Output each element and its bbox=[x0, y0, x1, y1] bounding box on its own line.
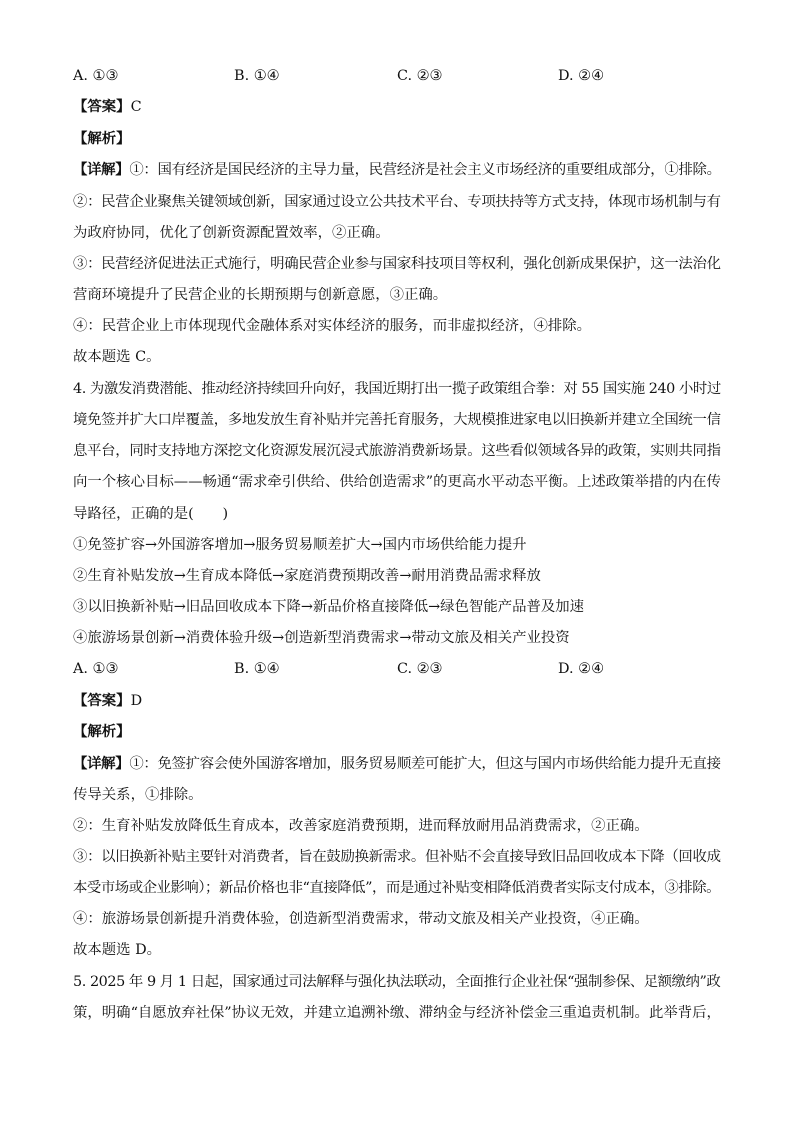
q4-option-a: A. ①③ bbox=[73, 661, 119, 677]
q4-conclusion: 故本题选 D。 bbox=[73, 942, 162, 958]
q3-detail-line: ②：民营企业聚焦关键领域创新，国家通过设立公共技术平台、专项扶持等方式支持，体现市场机制与有 bbox=[73, 194, 721, 210]
q4-stem-line: 向一个核心目标——畅通“需求牵引供给、供给创造需求”的更高水平动态平衡。上述政策举措的内在传 bbox=[73, 474, 721, 490]
q5-stem-line: 策，明确“自愿放弃社保”协议无效，并建立追溯补缴、滞纳金与经济补偿金三重追责机制。此举背后， bbox=[73, 1005, 721, 1021]
q4-item-3: ③以旧换新补贴→旧品回收成本下降→新品价格直接降低→绿色智能产品普及加速 bbox=[73, 599, 585, 615]
q3-analysis-heading: 【解析】 bbox=[73, 130, 131, 147]
q4-answer-value: D bbox=[130, 693, 143, 709]
q3-detail-line: 为政府协同，优化了创新资源配置效率，②正确。 bbox=[73, 225, 390, 241]
q3-option-d: D. ②④ bbox=[558, 68, 604, 84]
q3-answer-tag: 【答案】 bbox=[73, 98, 131, 115]
q3-detail-line: 【详解】①：国有经济是国民经济的主导力量，民营经济是社会主义市场经济的重要组成部分，①排除。 bbox=[73, 161, 721, 178]
q4-detail-line: 本受市场或企业影响）；新品价格也非“直接降低”，而是通过补贴变相降低消费者实际支付成本，③排除。 bbox=[73, 880, 721, 896]
q4-analysis-heading: 【解析】 bbox=[73, 723, 131, 740]
q3-options bbox=[73, 67, 723, 85]
q4-stem-line: 境免签并扩大口岸覆盖，多地发放生育补贴并完善托育服务，大规模推进家电以旧换新并建立全国统一信 bbox=[73, 412, 721, 428]
q4-detail-line: ③：以旧换新补贴主要针对消费者，旨在鼓励换新需求。但补贴不会直接导致旧品回收成本下降（回收成 bbox=[73, 849, 721, 865]
q4-item-2: ②生育补贴发放→生育成本降低→家庭消费预期改善→耐用消费品需求释放 bbox=[73, 568, 541, 584]
q4-options bbox=[73, 660, 723, 678]
q4-detail-line: ④：旅游场景创新提升消费体验，创造新型消费需求，带动文旅及相关产业投资，④正确。 bbox=[73, 911, 649, 927]
q4-option-b: B. ①④ bbox=[234, 661, 280, 677]
q3-option-b: B. ①④ bbox=[234, 68, 280, 84]
q4-stem-line: 4. 为激发消费潜能、推动经济持续回升向好，我国近期打出一揽子政策组合拳：对 55 国实施 240 小时过 bbox=[73, 381, 721, 397]
q4-answer bbox=[73, 692, 723, 710]
q4-option-c: C. ②③ bbox=[397, 661, 443, 677]
q3-detail-tag: 【详解】 bbox=[73, 161, 130, 178]
q3-conclusion: 故本题选 C。 bbox=[73, 349, 161, 365]
q3-detail-line: ③：民营经济促进法正式施行，明确民营企业参与国家科技项目等权利，强化创新成果保护，这一法治化 bbox=[73, 256, 721, 272]
q4-stem-line: 息平台，同时支持地方深挖文化资源发展沉浸式旅游消费新场景。这些看似领域各异的政策，实则共同指 bbox=[73, 443, 721, 459]
q3-option-c: C. ②③ bbox=[397, 68, 443, 84]
q4-detail-line: 【详解】①：免签扩容会使外国游客增加，服务贸易顺差可能扩大，但这与国内市场供给能力提升无直接 bbox=[73, 755, 721, 772]
q3-detail-line: 营商环境提升了民营企业的长期预期与创新意愿，③正确。 bbox=[73, 287, 448, 303]
q4-detail-tag: 【详解】 bbox=[73, 755, 130, 772]
q3-detail-line: ④：民营企业上市体现现代金融体系对实体经济的服务，而非虚拟经济，④排除。 bbox=[73, 318, 592, 334]
q4-detail-line: ②：生育补贴发放降低生育成本，改善家庭消费预期，进而释放耐用品消费需求，②正确。 bbox=[73, 818, 649, 834]
q4-item-4: ④旅游场景创新→消费体验升级→创造新型消费需求→带动文旅及相关产业投资 bbox=[73, 630, 570, 646]
q3-answer bbox=[73, 98, 723, 116]
q4-item-1: ①免签扩容→外国游客增加→服务贸易顺差扩大→国内市场供给能力提升 bbox=[73, 537, 527, 553]
q4-answer-tag: 【答案】 bbox=[73, 692, 131, 709]
q5-stem-line: 5. 2025 年 9 月 1 日起，国家通过司法解释与强化执法联动，全面推行企业社保“强制参保、足额缴纳”政 bbox=[73, 974, 721, 990]
q4-stem-line: 导路径，正确的是( ) bbox=[73, 506, 229, 522]
q3-answer-value: C bbox=[130, 99, 142, 115]
q4-detail-line: 传导关系，①排除。 bbox=[73, 787, 203, 803]
q3-option-a: A. ①③ bbox=[73, 68, 119, 84]
q4-option-d: D. ②④ bbox=[558, 661, 604, 677]
